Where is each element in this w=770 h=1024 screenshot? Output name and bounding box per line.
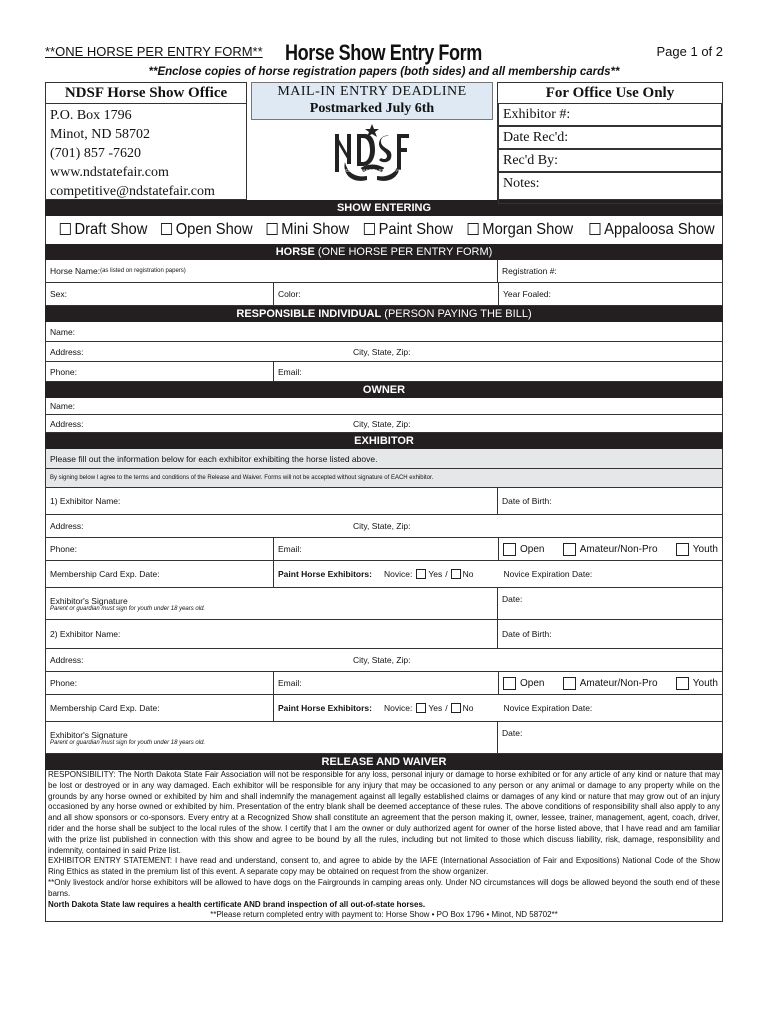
checkbox-icon[interactable] [416,569,426,579]
owner-name-row [45,398,723,415]
novice-no[interactable]: No [451,569,474,580]
checkbox-icon[interactable] [363,223,374,235]
exhibitor-1-name-row [45,488,723,515]
responsible-phone-field[interactable]: Phone: [46,362,274,381]
owner-bar: OWNER [45,382,723,398]
exhibitor-2-division [499,672,722,694]
open-option[interactable]: Open [503,677,544,690]
checkbox-icon[interactable] [416,703,426,713]
exhibitor-terms-row [45,469,723,488]
exhibitor-2-contact-row [45,672,723,695]
office-line: Minot, ND 58702 [50,127,150,142]
form-title: Horse Show Entry Form [285,40,482,65]
release-health-note: North Dakota State law requires a health certificate AND brand inspection of all out-of-state horses. [48,899,426,909]
page-number: Page 1 of 2 [656,44,723,59]
paint-show-option[interactable]: Paint Show [363,216,452,244]
owner-name-field[interactable]: Name: [50,401,76,411]
one-horse-note: **ONE HORSE PER ENTRY FORM** [45,44,263,59]
office-use-box [497,82,723,200]
responsible-bar [45,306,723,322]
amateur-option[interactable]: Amateur/Non-Pro [563,677,658,690]
signature-label: Exhibitor's Signature [50,729,128,740]
office-line: (701) 857 -7620 [50,146,141,161]
exhibitor-number-field: Exhibitor #: [498,103,722,126]
office-box [45,82,247,200]
release-responsibility: RESPONSIBILITY: The North Dakota State Fair Association will not be responsible for any loss, personal injury or damage to horse exhibited or for any article of any kind or nature that may be lost or destroyed or in any way damaged. Each exhibitor will be responsible for any injury that may be occasioned to any person or any animal or damage to any property while on the grounds by any horse owned or exhibited by him and shall indemnify the management against all legally established claims or damages of any kind or nature that may grow out of an injury occasioned by any horse owned or exhibited by him. Presentation of the entry blank shall be deemed acceptance of these rules. The above conditions of responsibility shall also apply to any and all show sponsors or co-sponsors. Every entry at a Recognized Show shall constitute an agreement that the person making it, owner, lessee, trainer, management, agent, coach, driver, rider and the horse shall be subject to the local rules of the show. I certify that I am the owner or duly authorized agent for owner of the horse listed above, that I have read and am familiar with the prize list published in connection with this show and agree to be bound by all the rules, including but not limited to those which discuss liability, risk, damage, responsibility and indemnity, contained in said Prize list. [48,770,720,855]
enclose-note: **Enclose copies of horse registration papers (both sides) and all membership cards** [148,66,620,78]
responsible-address-row [45,342,723,362]
office-use-title: For Office Use Only [545,85,675,101]
horse-name-note: (as listed on registration papers) [100,268,186,274]
top-row [45,40,723,66]
responsible-bar-note: (PERSON PAYING THE BILL) [381,308,532,320]
release-entry-statement: EXHIBITOR ENTRY STATEMENT: I have read and understand, consent to, and agree to abide by the IAFE (International Association of Fair and Expositions) National Code of the Show Ring Ethics as stated in the premium list of this event. A separate copy may be obtained on request from the show organizer. [48,856,720,877]
registration-field[interactable]: Registration #: [502,266,557,276]
horse-details-row [45,283,723,306]
responsible-contact-row [45,362,723,382]
exhibitor-1-paint [274,561,722,587]
exhibitor-2-name-row [45,620,723,649]
release-footer: **Please return completed entry with payment to: Horse Show • PO Box 1796 • Minot, ND 58702** [210,910,558,920]
novice-label: Novice: [384,569,413,579]
exhibitor-terms: By signing below I agree to the terms and conditions of the Release and Waiver. Forms will not be accepted without signature of EACH exhibitor. [50,475,434,481]
exhibitor-2-dob-field[interactable]: Date of Birth: [502,629,552,639]
responsible-address-field[interactable]: Address: [50,346,84,357]
entry-form [45,40,723,922]
checkbox-icon[interactable] [503,677,516,690]
exhibitor-1-csz-field[interactable]: City, State, Zip: [353,521,411,531]
exhibitor-2-name-field[interactable]: 2) Exhibitor Name: [46,620,498,648]
deadline-block [247,82,497,200]
novice-yes[interactable]: Yes [416,703,442,714]
exhibitor-2-phone-field[interactable]: Phone: [46,672,274,694]
header-block [45,82,723,200]
horse-name-label: Horse Name: [50,266,101,276]
exhibitor-note: Please fill out the information below for each exhibitor exhibiting the horse listed above. [50,453,378,464]
open-show-option[interactable]: Open Show [161,216,253,244]
deadline-date: Postmarked July 6th [309,101,435,116]
horse-bar-note: (ONE HORSE PER ENTRY FORM) [314,246,493,258]
exhibitor-2-paint [274,695,722,721]
signature-note: Parent or guardian must sign for youth under 18 years old. [50,739,206,746]
horse-bar-title: HORSE [275,246,315,258]
color-field[interactable]: Color: [274,283,499,305]
horse-name-field[interactable] [46,260,498,282]
exhibitor-1-signature-row [45,588,723,620]
exhibitor-1-date-field[interactable]: Date: [502,594,523,604]
youth-option[interactable]: Youth [676,543,718,556]
checkbox-icon[interactable] [451,703,461,713]
exhibitor-2-address-field[interactable]: Address: [50,655,84,665]
exhibitor-2-date-field[interactable]: Date: [502,728,523,738]
notes-field: Notes: [498,172,722,204]
exhibitor-2-address-row [45,649,723,672]
exhibitor-2-membership-field[interactable]: Membership Card Exp. Date: [46,695,274,721]
responsible-name-row [45,322,723,342]
exhibitor-1-email-field[interactable]: Email: [274,538,499,560]
checkbox-icon[interactable] [267,223,278,235]
show-options [45,216,723,244]
checkbox-icon[interactable] [563,677,576,690]
release-text [45,770,723,922]
checkbox-icon[interactable] [589,223,600,235]
exhibitor-1-name-field[interactable]: 1) Exhibitor Name: [46,488,498,514]
exhibitor-2-membership-row [45,695,723,722]
novice-expiration-label[interactable]: Novice Expiration Date: [503,703,593,713]
checkbox-icon[interactable] [503,543,516,556]
novice-label: Novice: [384,703,413,713]
office-email[interactable]: competitive@ndstatefair.com [50,184,215,199]
owner-address-row [45,415,723,433]
owner-csz-field[interactable]: City, State, Zip: [353,418,411,429]
exhibitor-note-row [45,449,723,469]
exhibitor-2-email-field[interactable]: Email: [274,672,499,694]
responsible-csz-field[interactable]: City, State, Zip: [353,346,411,357]
exhibitor-1-dob-field[interactable]: Date of Birth: [502,496,552,506]
show-entering-bar: SHOW ENTERING [45,200,723,216]
paint-label: Paint Horse Exhibitors: [278,703,372,713]
ndsf-logo [317,124,427,198]
novice-separator: / [445,569,448,579]
received-by-field: Rec'd By: [498,149,722,172]
mini-show-option[interactable]: Mini Show [267,216,350,244]
novice-no[interactable]: No [451,703,474,714]
responsible-bar-title: RESPONSIBLE INDIVIDUAL [236,308,382,320]
signature-label: Exhibitor's Signature [50,595,128,606]
owner-address-field[interactable]: Address: [50,418,84,429]
exhibitor-1-address-field[interactable]: Address: [50,521,84,531]
exhibitor-1-phone-field[interactable]: Phone: [46,538,274,560]
checkbox-icon[interactable] [563,543,576,556]
morgan-show-option[interactable]: Morgan Show [467,216,573,244]
checkbox-icon[interactable] [161,223,172,235]
responsible-email-field[interactable]: Email: [278,366,302,377]
checkbox-icon[interactable] [60,223,71,235]
exhibitor-1-address-row [45,515,723,538]
horse-name-row [45,260,723,283]
deadline-label: MAIL-IN ENTRY DEADLINE [277,84,467,99]
deadline-box [251,82,493,120]
office-address [46,104,246,201]
youth-option[interactable]: Youth [676,677,718,690]
horse-bar [45,244,723,260]
logo-text: NORTH DAKOTA STATE FAIR [342,168,404,173]
checkbox-icon[interactable] [467,223,478,235]
amateur-option[interactable]: Amateur/Non-Pro [563,543,658,556]
year-foaled-field[interactable]: Year Foaled: [503,289,551,299]
novice-separator: / [445,703,448,713]
exhibitor-2-signature-field[interactable] [46,722,498,753]
responsible-name-field[interactable]: Name: [50,326,76,337]
exhibitor-2-csz-field[interactable]: City, State, Zip: [353,655,411,665]
novice-yes[interactable]: Yes [416,569,442,580]
checkbox-icon[interactable] [451,569,461,579]
office-title: NDSF Horse Show Office [46,83,246,104]
open-option[interactable]: Open [503,543,544,556]
exhibitor-1-membership-row [45,561,723,588]
exhibitor-2-signature-row [45,722,723,754]
office-line: P.O. Box 1796 [50,108,132,123]
release-dogs-note: **Only livestock and/or horse exhibitors will be allowed to have dogs on the Fairgrounds in camping areas only. Under NO circumstances will dogs be allowed beyond the south end of these barns. [48,877,720,898]
exhibitor-1-signature-field[interactable] [46,588,498,619]
release-bar: RELEASE AND WAIVER [45,754,723,770]
exhibitor-bar: EXHIBITOR [45,433,723,449]
paint-label: Paint Horse Exhibitors: [278,569,372,579]
draft-show-option[interactable]: Draft Show [60,216,148,244]
sex-field[interactable]: Sex: [46,283,274,305]
checkbox-icon[interactable] [676,677,689,690]
appaloosa-show-option[interactable]: Appaloosa Show [589,216,714,244]
date-received-field: Date Rec'd: [498,126,722,149]
exhibitor-1-contact-row [45,538,723,561]
exhibitor-1-division [499,538,722,560]
office-website[interactable]: www.ndstatefair.com [50,165,169,180]
novice-expiration-label[interactable]: Novice Expiration Date: [503,569,593,579]
signature-note: Parent or guardian must sign for youth under 18 years old. [50,605,206,612]
checkbox-icon[interactable] [676,543,689,556]
exhibitor-1-membership-field[interactable]: Membership Card Exp. Date: [46,561,274,587]
